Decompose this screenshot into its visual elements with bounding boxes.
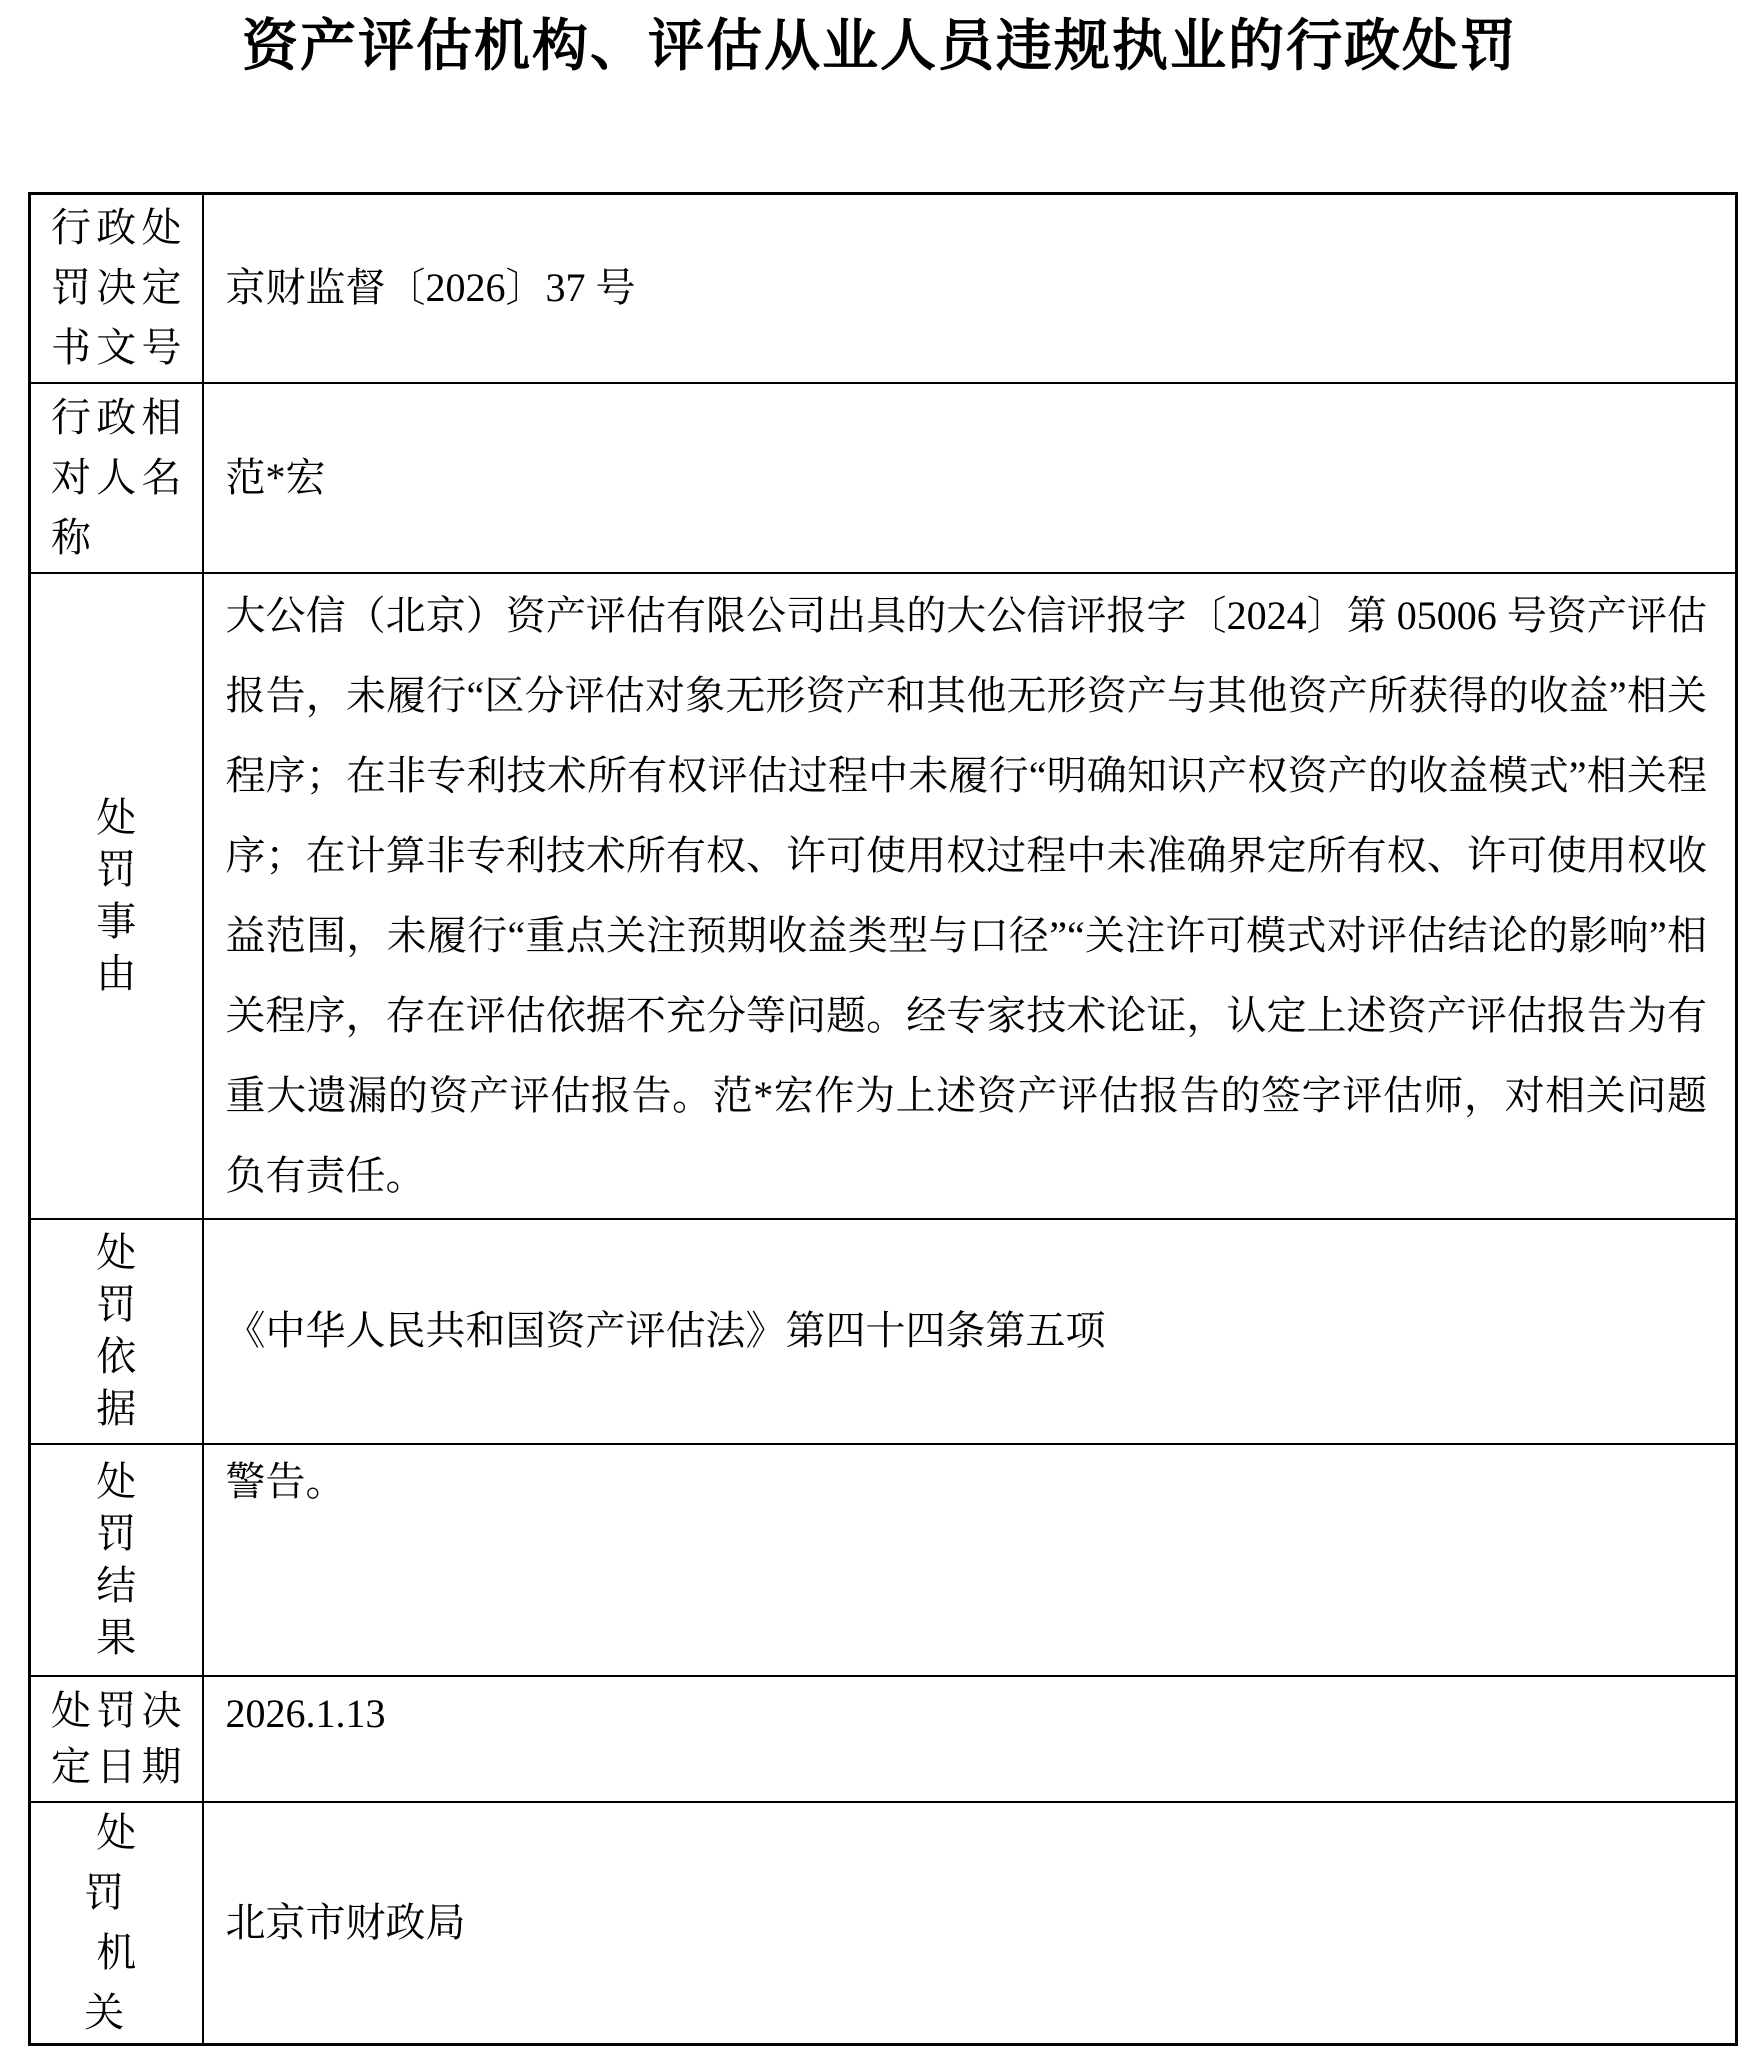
row-label-penalty-reason (30, 573, 203, 1219)
table-row-penalty-basis (30, 1219, 1737, 1444)
document-title: 资产评估机构、评估从业人员违规执业的行政处罚 (242, 16, 1518, 78)
label-line: 称 (51, 514, 91, 560)
label-char: 罚 (96, 846, 137, 892)
row-value-decision-date: 2026.1.13 (203, 1676, 1737, 1802)
row-label-penalty-basis (30, 1219, 203, 1444)
row-label-decision-date (30, 1676, 203, 1802)
row-label-penalty-authority (30, 1802, 203, 2045)
label-line: 机关 (84, 1929, 161, 2035)
row-value-party-name: 范*宏 (203, 383, 1737, 573)
label-char: 罚 (96, 1282, 137, 1327)
row-label-party-name (30, 383, 203, 573)
table-row-party-name (30, 383, 1737, 573)
row-label-decision-number (30, 194, 203, 383)
label-char: 罚 (96, 1510, 137, 1556)
table-row-decision-number (30, 194, 1737, 383)
label-line: 罚决定 (51, 265, 182, 311)
row-value-penalty-authority: 北京市财政局 (203, 1802, 1737, 2045)
row-label-penalty-result (30, 1444, 203, 1676)
label-line: 行政相 (51, 394, 182, 440)
label-char: 依 (96, 1334, 137, 1379)
label-char: 事 (96, 898, 137, 944)
row-value-penalty-basis: 《中华人民共和国资产评估法》第四十四条第五项 (203, 1219, 1737, 1444)
label-char: 果 (96, 1614, 137, 1660)
label-line: 定日期 (51, 1743, 182, 1789)
label-char: 处 (96, 794, 137, 840)
row-value-decision-number: 京财监督〔2026〕37 号 (203, 194, 1737, 383)
label-char: 处 (96, 1230, 137, 1275)
table-row-penalty-result (30, 1444, 1737, 1676)
table-row-decision-date (30, 1676, 1737, 1802)
label-line: 行政处 (51, 205, 182, 251)
label-line: 处罚决 (51, 1687, 182, 1733)
label-char: 据 (96, 1386, 137, 1431)
label-line: 书文号 (51, 325, 182, 371)
label-char: 由 (96, 950, 137, 996)
table-row-penalty-authority (30, 1802, 1737, 2045)
row-value-penalty-reason: 大公信（北京）资产评估有限公司出具的大公信评报字〔2024〕第 05006 号资产评估报告，未履行“区分评估对象无形资产和其他无形资产与其他资产所获得的收益”相关程序；在非专利技术所有权评估过程中未履行“明确知识产权资产的收益模式”相关程序；在计算非专利技术所有权、许可使用权过程中未准确界定所有权、许可使用权收益范围，未履行“重点关注预期收益类型与口径”“关注许可模式对评估结论的影响”相关程序，存在评估依据不充分等问题。经专家技术论证，认定上述资产评估报告为有重大遗漏的资产评估报告。范*宏作为上述资产评估报告的签字评估师，对相关问题负有责任。 (203, 573, 1737, 1219)
row-value-penalty-result: 警告。 (203, 1444, 1737, 1676)
label-line: 对人名 (51, 454, 182, 500)
label-char: 处 (96, 1458, 137, 1504)
label-line: 处罚 (84, 1809, 161, 1915)
label-char: 结 (96, 1562, 137, 1608)
table-row-penalty-reason (30, 573, 1737, 1219)
penalty-table (28, 192, 1738, 2046)
